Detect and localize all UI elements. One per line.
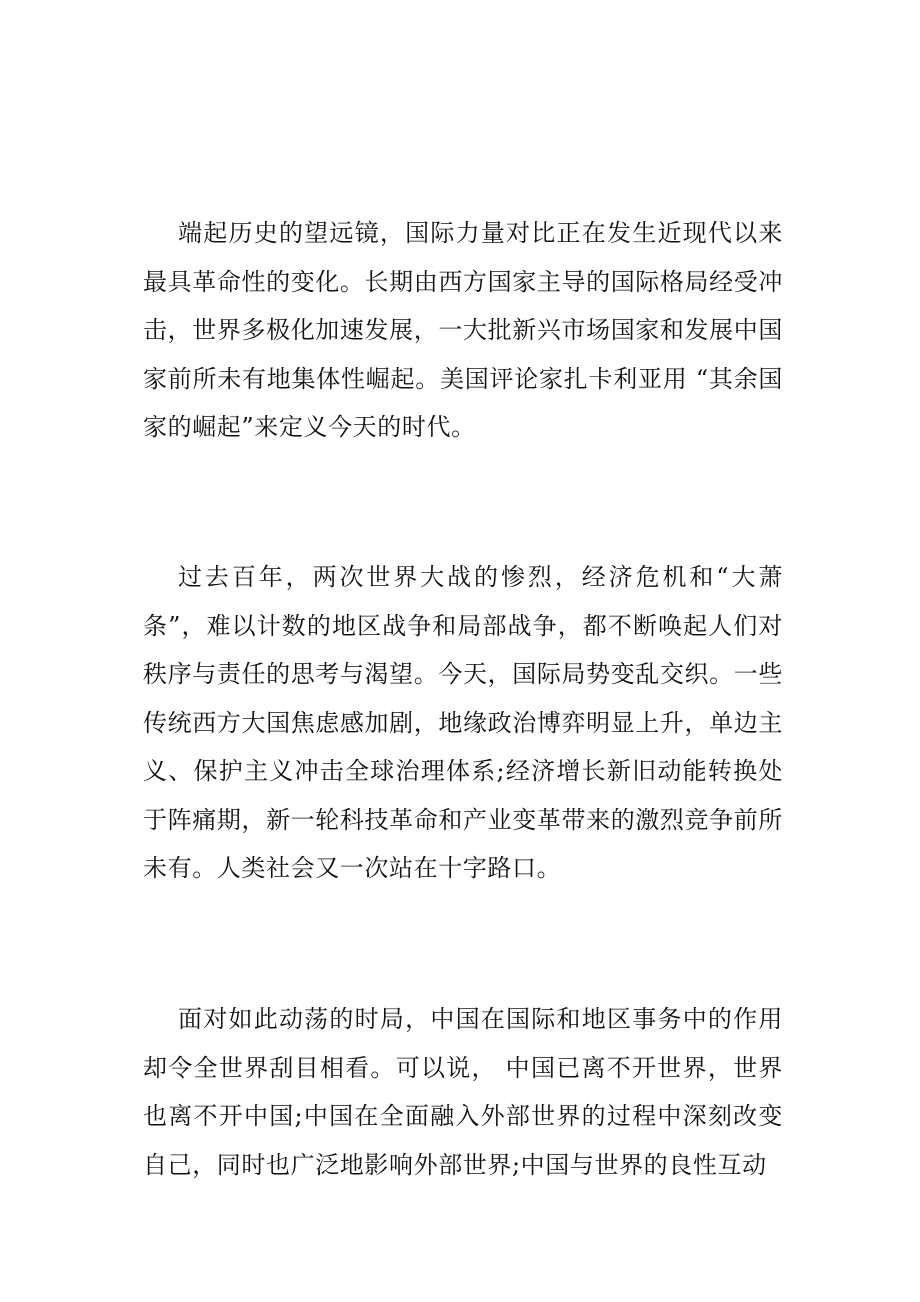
paragraph-3: 面对如此动荡的时局，中国在国际和地区事务中的作用却令全世界刮目相看。可以说， 中国已离不开世界，世界也离不开中国;中国在全面融入外部世界的过程中深刻改变自己，同时也广泛地影响外部世界;中国与世界的良性互动 [143, 1005, 783, 1179]
paragraph-2: 过去百年，两次世界大战的惨烈，经济危机和“大萧条”，难以计数的地区战争和局部战争，都不断唤起人们对秩序与责任的思考与渴望。今天，国际局势变乱交织。一些传统西方大国焦虑感加剧，地缘政治博弈明显上升，单边主义、保护主义冲击全球治理体系;经济增长新旧动能转换处于阵痛期，新一轮科技革命和产业变革带来的激烈竞争前所未有。人类社会又一次站在十字路口。 [143, 563, 783, 882]
paragraph-1: 端起历史的望远镜，国际力量对比正在发生近现代以来最具革命性的变化。长期由西方国家主导的国际格局经受冲击，世界多极化加速发展，一大批新兴市场国家和发展中国家前所未有地集体性崛起。美国评论家扎卡利亚用 “其余国家的崛起”来定义今天的时代。 [143, 219, 783, 441]
